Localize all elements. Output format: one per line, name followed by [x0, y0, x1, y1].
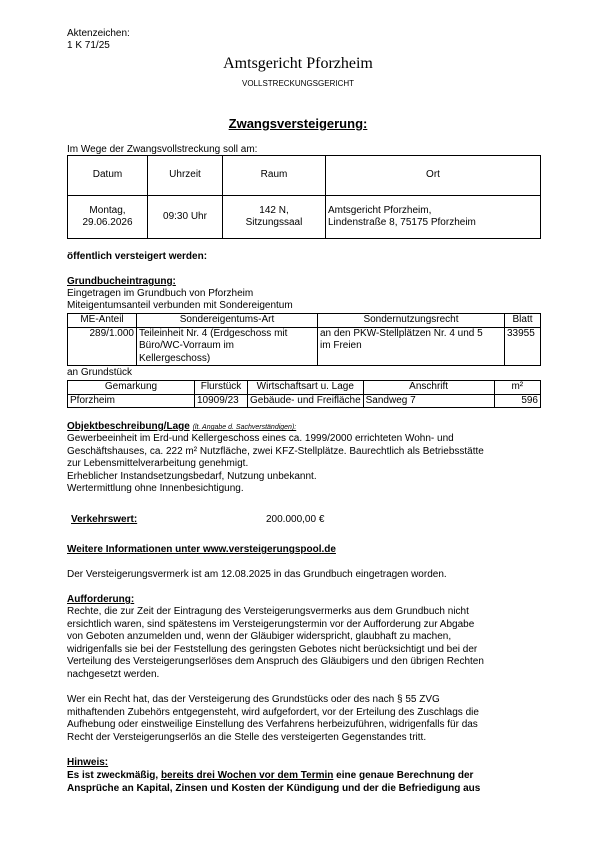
aktenzeichen-label: Aktenzeichen:	[67, 28, 130, 39]
room-line-1: 142 N,	[259, 204, 289, 216]
col-blatt: Blatt	[505, 314, 541, 328]
cell-recht	[318, 327, 505, 366]
hinweis-l1-a: Es ist zweckmäßig,	[67, 770, 161, 781]
col-art: Sondereigentums-Art	[137, 314, 318, 328]
verkehrswert-value: 200.000,00 €	[266, 514, 325, 525]
objekt-line-3: zur Lebensmittelverarbeitung genehmigt.	[67, 458, 249, 469]
auff-p2-line-2: mithaftenden Zubehörs entgegensteht, wird aufgefordert, vor der Erteilung des Zuschlags die	[67, 706, 479, 718]
objekt-note: (lt. Angabe d. Sachverständigen):	[192, 424, 297, 431]
schedule-outro: öffentlich versteigert werden:	[67, 251, 208, 262]
cell-gemarkung: Pforzheim	[68, 394, 195, 408]
court-subtitle: VOLLSTRECKUNGSGERICHT	[241, 79, 355, 88]
court-name: Amtsgericht Pforzheim	[223, 55, 373, 72]
cell-ort	[326, 196, 541, 239]
date-line-2: 29.06.2026	[82, 217, 133, 228]
col-me-anteil: ME-Anteil	[68, 314, 137, 328]
objekt-line-2: Geschäftshauses, ca. 222 m² Nutzfläche, zwei KFZ-Stellplätze. Baurechtlich als Betriebsstätte	[67, 445, 484, 457]
cell-anschrift: Sandweg 7	[363, 394, 494, 408]
col-anschrift: Anschrift	[363, 381, 494, 395]
room-line-2: Sitzungssaal	[245, 217, 303, 228]
unit-table	[67, 313, 541, 366]
hinweis-line-2: Ansprüche an Kapital, Zinsen und Kosten der Kündigung und der die Befriedigung aus	[67, 782, 481, 794]
auff-p1-line-5: Verteilung des Versteigerungserlöses dem Anspruch des Gläubigers und den übrigen Rechten	[67, 656, 484, 667]
auff-p2-line-1: Wer ein Recht hat, das der Versteigerung des Grundstücks oder des nach § 55 ZVG	[67, 694, 440, 705]
objekt-line-5: Wertermittlung ohne Innenbesichtigung.	[67, 483, 244, 494]
cell-qm: 596	[494, 394, 540, 408]
auff-p1-line-4: widrigenfalls sie bei der Feststellung des geringsten Gebotes nicht berücksichtigt und bei der	[67, 643, 478, 655]
col-datum: Datum	[68, 156, 148, 196]
vermerk-text: Der Versteigerungsvermerk ist am 12.08.2025 in das Grundbuch eingetragen worden.	[67, 569, 447, 580]
place-line-1: Amtsgericht Pforzheim,	[328, 204, 432, 216]
hinweis-text	[67, 770, 529, 795]
hinweis-l1-c: eine genaue Berechnung der	[333, 770, 474, 781]
auff-p2-line-3: Aufhebung oder einstweilige Einstellung des Verfahrens herbeizuführen, widrigenfalls für das	[67, 719, 478, 730]
aufforderung-paragraph-1	[67, 606, 529, 681]
hinweis-heading: Hinweis:	[67, 757, 109, 768]
art-line-3: Kellergeschoss)	[139, 352, 211, 364]
grundbuch-line-2: Miteigentumsanteil verbunden mit Sondereigentum	[67, 300, 293, 311]
aufforderung-heading: Aufforderung:	[67, 594, 135, 605]
objekt-heading-row	[67, 421, 296, 434]
place-line-2: Lindenstraße 8, 75175 Pforzheim	[328, 217, 476, 228]
cell-blatt: 33955	[505, 327, 541, 366]
col-raum: Raum	[223, 156, 326, 196]
plot-table	[67, 380, 541, 408]
hinweis-l1-b: bereits drei Wochen vor dem Termin	[160, 770, 334, 781]
col-recht: Sondernutzungsrecht	[318, 314, 505, 328]
aufforderung-paragraph-2	[67, 694, 529, 744]
cell-art	[137, 327, 318, 366]
an-grundstueck: an Grundstück	[67, 367, 133, 378]
col-wirtschaftsart: Wirtschaftsart u. Lage	[248, 381, 364, 395]
hinweis-line-1	[67, 770, 529, 783]
grundbuch-heading: Grundbucheintragung:	[67, 276, 176, 287]
auff-p1-line-6: nachgesetzt werden.	[67, 668, 160, 680]
col-uhrzeit: Uhrzeit	[148, 156, 223, 196]
auff-p1-line-2: ersichtlich waren, sind spätestens im Versteigerungstermin vor der Aufforderung zur Abgabe	[67, 618, 475, 630]
col-flurstueck: Flurstück	[195, 381, 248, 395]
art-line-2: Büro/WC-Vorraum im	[139, 340, 235, 351]
schedule-table	[67, 155, 541, 239]
info-link[interactable]: Weitere Informationen unter www.versteigerungspool.de	[67, 544, 336, 555]
col-qm: m²	[494, 381, 540, 395]
objekt-line-1: Gewerbeeinheit im Erd-und Kellergeschoss eines ca. 1999/2000 errichteten Wohn- und	[67, 433, 454, 444]
col-ort: Ort	[326, 156, 541, 196]
objekt-line-4: Erheblicher Instandsetzungsbedarf, Nutzung unbekannt.	[67, 470, 317, 482]
cell-wirtschaftsart: Gebäude- und Freifläche	[248, 394, 364, 408]
auff-p1-line-3: von Geboten anzumelden und, wenn der Gläubiger widerspricht, glaubhaft zu machen,	[67, 631, 452, 642]
recht-line-2: im Freien	[320, 340, 362, 351]
date-line-1: Montag,	[89, 204, 126, 216]
objekt-description	[67, 433, 529, 496]
recht-line-1: an den PKW-Stellplätzen Nr. 4 und 5	[320, 327, 483, 339]
cell-flurstueck: 10909/23	[195, 394, 248, 408]
objekt-heading: Objektbeschreibung/Lage	[67, 421, 190, 432]
auff-p2-line-4: Recht der Versteigerungserlös an die Stelle des versteigerten Gegenstandes tritt.	[67, 731, 427, 743]
col-gemarkung: Gemarkung	[68, 381, 195, 395]
cell-me-anteil: 289/1.000	[68, 327, 137, 366]
cell-uhrzeit: 09:30 Uhr	[148, 196, 223, 239]
aktenzeichen-value: 1 K 71/25	[67, 40, 110, 51]
cell-raum	[223, 196, 326, 239]
cell-datum	[68, 196, 148, 239]
auff-p1-line-1: Rechte, die zur Zeit der Eintragung des Versteigerungsvermerks aus dem Grundbuch nicht	[67, 606, 469, 617]
verkehrswert-label: Verkehrswert:	[71, 514, 138, 525]
art-line-1: Teileinheit Nr. 4 (Erdgeschoss mit	[139, 327, 288, 339]
grundbuch-line-1: Eingetragen im Grundbuch von Pforzheim	[67, 288, 254, 299]
page-title: Zwangsversteigerung:	[228, 116, 368, 131]
schedule-intro: Im Wege der Zwangsvollstreckung soll am:	[67, 144, 258, 155]
